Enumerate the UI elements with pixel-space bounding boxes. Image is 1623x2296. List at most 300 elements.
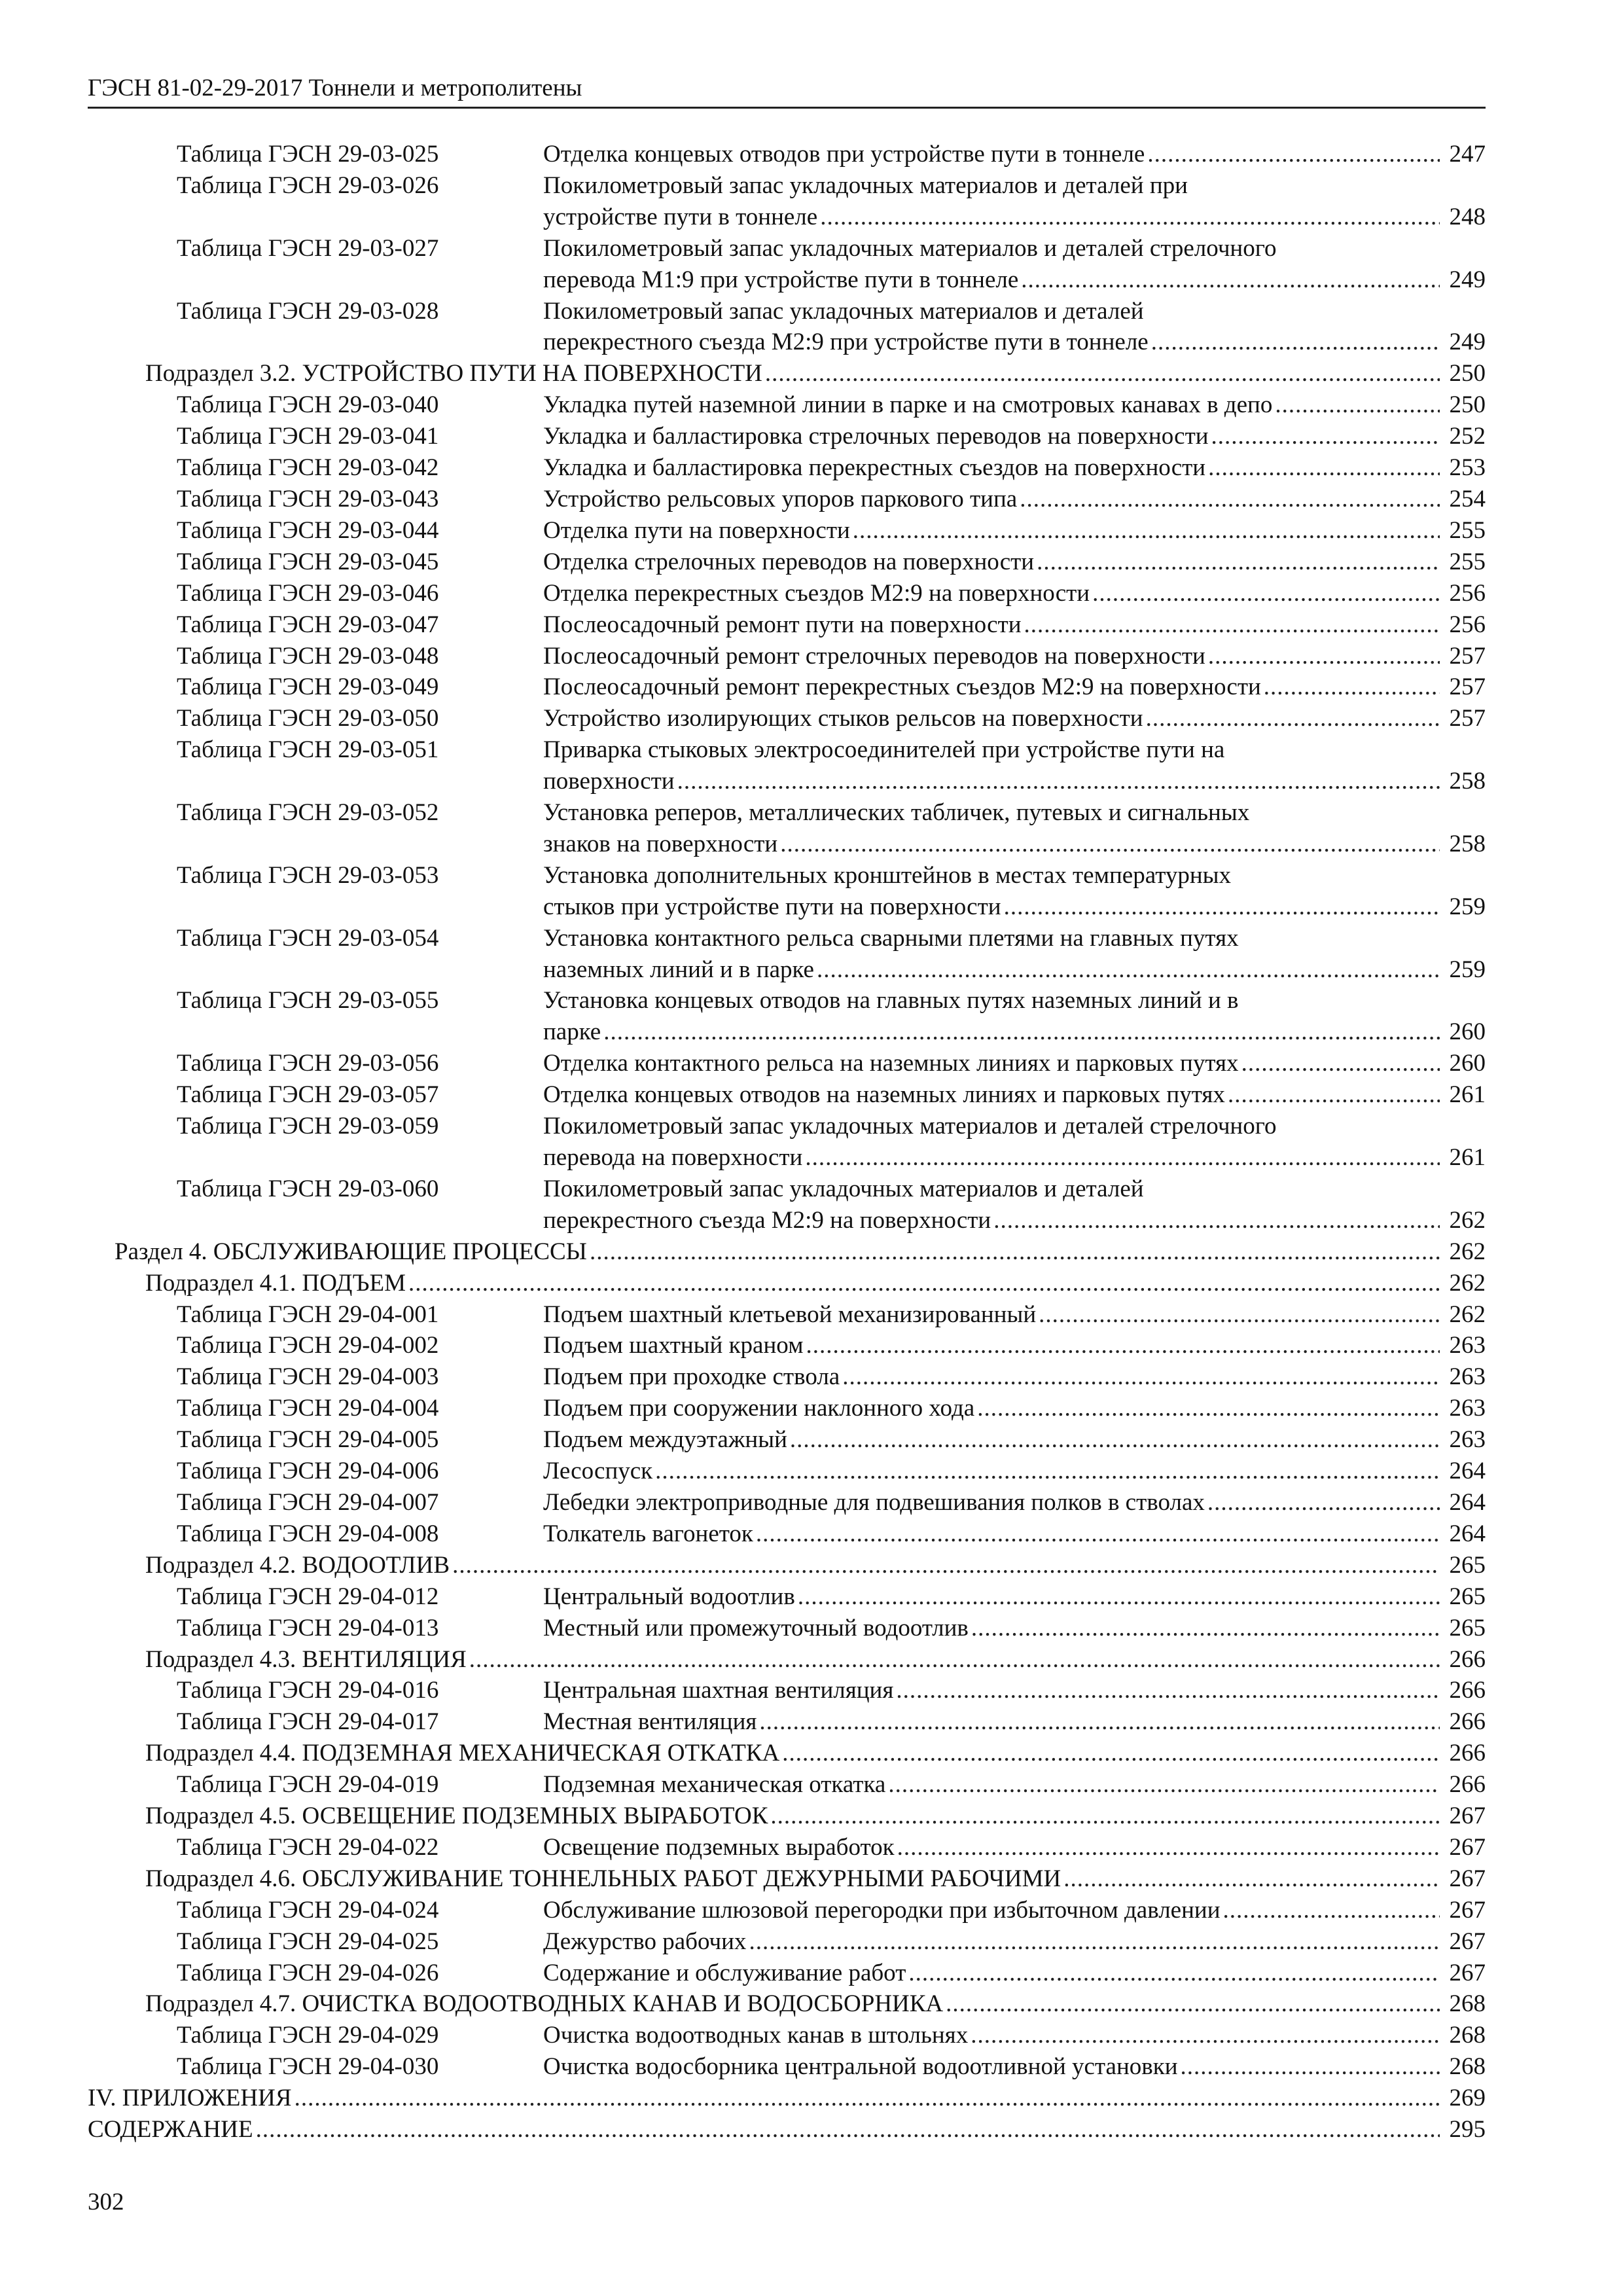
- toc-entry-page: 267: [1449, 1833, 1486, 1861]
- toc-entry-code: Таблица ГЭСН 29-03-052: [177, 799, 439, 827]
- dot-leader: [408, 1268, 1440, 1299]
- dot-leader: [1275, 389, 1440, 421]
- toc-entry-code: Таблица ГЭСН 29-04-024: [177, 1896, 439, 1924]
- toc-entry-title: [543, 985, 1486, 1048]
- toc-entry-title: [543, 139, 1486, 170]
- toc-entry-page: 255: [1449, 516, 1486, 544]
- toc-entry[interactable]: [88, 1361, 1486, 1393]
- toc-entry[interactable]: [88, 641, 1486, 672]
- toc-entry-page: 255: [1449, 548, 1486, 575]
- toc-entry-title: [543, 233, 1486, 296]
- toc-entry[interactable]: [88, 1832, 1486, 1863]
- toc-entry-title: [543, 1832, 1486, 1863]
- toc-entry-code: Таблица ГЭСН 29-03-025: [177, 141, 439, 168]
- toc-entry-code: Таблица ГЭСН 29-03-055: [177, 987, 439, 1014]
- toc-entry[interactable]: [88, 1801, 1486, 1832]
- toc-entry-code: Таблица ГЭСН 29-04-013: [177, 1614, 439, 1641]
- toc-entry-code: Таблица ГЭСН 29-03-054: [177, 924, 439, 952]
- toc-entry[interactable]: [88, 1675, 1486, 1706]
- toc-entry-code: Таблица ГЭСН 29-03-060: [177, 1175, 439, 1202]
- toc-entry-code: Таблица ГЭСН 29-03-045: [177, 548, 439, 575]
- toc-entry-title-line: Раздел 4. ОБСЛУЖИВАЮЩИЕ ПРОЦЕССЫ: [115, 1238, 587, 1265]
- toc-entry-title: [145, 1801, 1486, 1832]
- toc-entry-title-line: СОДЕРЖАНИЕ: [88, 2116, 253, 2144]
- toc-entry-page: 262: [1449, 1300, 1486, 1328]
- toc-entry-page: 259: [1449, 893, 1486, 920]
- toc-entry-page: 265: [1449, 1583, 1486, 1610]
- toc-entry-title: [88, 2083, 1486, 2114]
- toc-entry-page: 268: [1449, 2022, 1486, 2049]
- toc-entry-title-line: устройстве пути в тоннеле: [543, 203, 818, 230]
- toc-entry-page: 249: [1449, 329, 1486, 356]
- toc-entry-title: [543, 860, 1486, 923]
- toc-entry-title: [543, 1706, 1486, 1738]
- toc-entry[interactable]: [88, 515, 1486, 547]
- toc-entry-page: 266: [1449, 1771, 1486, 1799]
- toc-entry-code: Таблица ГЭСН 29-03-042: [177, 454, 439, 482]
- toc-entry-title-line: Отделка контактного рельса на наземных линиях и парковых путях: [543, 1050, 1239, 1077]
- toc-entry[interactable]: [88, 421, 1486, 452]
- toc-entry-title: [145, 1863, 1486, 1895]
- toc-entry[interactable]: [88, 1268, 1486, 1299]
- toc-entry-title-line: перевода на поверхности: [543, 1144, 803, 1171]
- toc-entry-title-line: Установка контактного рельса сварными плетями на главных путях: [543, 924, 1239, 952]
- toc-entry-page: 257: [1449, 673, 1486, 701]
- toc-entry-title-line: Устройство рельсовых упоров паркового типа: [543, 485, 1018, 512]
- toc-entry-title-line: Подъем шахтный краном: [543, 1332, 804, 1359]
- toc-entry[interactable]: [88, 389, 1486, 421]
- dot-leader: [820, 202, 1440, 233]
- toc-entry[interactable]: [88, 170, 1486, 233]
- toc-entry-title-line: Подраздел 4.2. ВОДООТЛИВ: [145, 1551, 450, 1579]
- toc-entry[interactable]: [88, 797, 1486, 860]
- toc-entry-title-line: перекрестного съезда М2:9 на поверхности: [543, 1206, 991, 1234]
- dot-leader: [1024, 609, 1440, 641]
- dot-leader: [1208, 641, 1440, 672]
- toc-entry-title-line: Устройство изолирующих стыков рельсов на поверхности: [543, 705, 1143, 732]
- toc-entry-page: 263: [1449, 1363, 1486, 1391]
- toc-entry-page: 266: [1449, 1645, 1486, 1673]
- toc-entry-code: Таблица ГЭСН 29-03-040: [177, 391, 439, 419]
- toc-entry-title-line: Освещение подземных выработок: [543, 1833, 895, 1861]
- dot-leader: [1020, 484, 1440, 515]
- dot-leader: [853, 515, 1440, 547]
- toc-entry-page: 257: [1449, 705, 1486, 732]
- toc-entry-code: Таблица ГЭСН 29-04-016: [177, 1677, 439, 1704]
- toc-entry-title: [543, 421, 1486, 452]
- page-number: 302: [88, 2189, 124, 2215]
- toc-entry-code: Таблица ГЭСН 29-03-044: [177, 516, 439, 544]
- dot-leader: [790, 1424, 1440, 1456]
- toc-entry[interactable]: [88, 1518, 1486, 1550]
- dot-leader: [452, 1550, 1440, 1581]
- toc-entry-title-line: Укладка путей наземной линии в парке и на смотровых канавах в депо: [543, 391, 1273, 419]
- dot-leader: [1208, 452, 1440, 484]
- toc-entry-code: Таблица ГЭСН 29-04-002: [177, 1332, 439, 1359]
- toc-entry-title: [543, 1613, 1486, 1644]
- toc-entry-title: [145, 1268, 1486, 1299]
- dot-leader: [806, 1330, 1440, 1361]
- toc-entry[interactable]: [88, 2114, 1486, 2145]
- toc-entry-page: 268: [1449, 2053, 1486, 2081]
- toc-entry-title-line: Отделка стрелочных переводов на поверхности: [543, 548, 1035, 575]
- toc-entry-page: 259: [1449, 956, 1486, 983]
- toc-entry-code: Таблица ГЭСН 29-03-047: [177, 611, 439, 638]
- toc-entry-title-line: Дежурство рабочих: [543, 1928, 747, 1955]
- toc-entry-code: Таблица ГЭСН 29-04-005: [177, 1426, 439, 1454]
- toc-entry[interactable]: [88, 296, 1486, 359]
- toc-entry-title-line: Отделка пути на поверхности: [543, 516, 850, 544]
- toc-entry-page: 266: [1449, 1708, 1486, 1736]
- dot-leader: [908, 1958, 1440, 1989]
- toc-entry-page: 263: [1449, 1395, 1486, 1422]
- toc-entry-page: 257: [1449, 642, 1486, 670]
- toc-entry-title-line: Толкатель вагонеток: [543, 1520, 753, 1547]
- toc-entry-title: [543, 1926, 1486, 1958]
- toc-entry[interactable]: [88, 1424, 1486, 1456]
- toc-entry-title: [543, 170, 1486, 233]
- toc-entry-title-line: Местная вентиляция: [543, 1708, 757, 1736]
- table-of-contents: [88, 139, 1486, 2145]
- dot-leader: [1092, 578, 1440, 609]
- toc-entry-title-line: поверхности: [543, 768, 675, 795]
- toc-entry-title: [543, 703, 1486, 734]
- toc-entry-title-line: наземных линий и в парке: [543, 956, 814, 983]
- dot-leader: [469, 1644, 1440, 1676]
- toc-entry-code: Таблица ГЭСН 29-04-017: [177, 1708, 439, 1736]
- toc-entry-page: 266: [1449, 1677, 1486, 1704]
- toc-entry-title: [543, 1393, 1486, 1424]
- toc-entry-title: [543, 296, 1486, 359]
- toc-entry-title-line: Установка концевых отводов на главных путях наземных линий и в: [543, 987, 1239, 1014]
- toc-entry-title-line: Установка дополнительных кронштейнов в местах температурных: [543, 861, 1232, 889]
- toc-entry-title: [543, 797, 1486, 860]
- toc-entry-title: [543, 578, 1486, 609]
- toc-entry-page: 260: [1449, 1050, 1486, 1077]
- toc-entry-title: [145, 1988, 1486, 2020]
- toc-entry[interactable]: [88, 1456, 1486, 1487]
- toc-entry-code: Таблица ГЭСН 29-03-027: [177, 234, 439, 262]
- toc-entry-code: Таблица ГЭСН 29-04-029: [177, 2022, 439, 2049]
- toc-entry-page: 262: [1449, 1269, 1486, 1297]
- dot-leader: [842, 1361, 1440, 1393]
- toc-entry-page: 261: [1449, 1081, 1486, 1109]
- toc-entry-title: [543, 1518, 1486, 1550]
- toc-entry[interactable]: [88, 1958, 1486, 1989]
- toc-entry[interactable]: [88, 2083, 1486, 2114]
- toc-entry-code: Таблица ГЭСН 29-04-012: [177, 1583, 439, 1610]
- toc-entry-page: 249: [1449, 266, 1486, 293]
- toc-entry-code: Таблица ГЭСН 29-03-048: [177, 642, 439, 670]
- toc-entry-title-line: Послеосадочный ремонт перекрестных съездов М2:9 на поверхности: [543, 673, 1261, 701]
- toc-entry-title-line: Подраздел 4.1. ПОДЪЕМ: [145, 1269, 406, 1297]
- toc-entry-title: [543, 923, 1486, 986]
- toc-entry[interactable]: [88, 1644, 1486, 1676]
- toc-entry-code: Таблица ГЭСН 29-03-053: [177, 861, 439, 889]
- toc-entry[interactable]: [88, 1299, 1486, 1331]
- toc-entry-page: 267: [1449, 1865, 1486, 1892]
- toc-entry-title-line: Укладка и балластировка перекрестных съездов на поверхности: [543, 454, 1206, 482]
- toc-entry-code: Таблица ГЭСН 29-03-057: [177, 1081, 439, 1109]
- toc-entry-page: 250: [1449, 391, 1486, 419]
- toc-entry-title-line: Отделка перекрестных съездов М2:9 на поверхности: [543, 579, 1090, 607]
- toc-entry-title-line: Лесоспуск: [543, 1458, 653, 1485]
- toc-entry-title: [543, 389, 1486, 421]
- toc-entry-title-line: Приварка стыковых электросоединителей при устройстве пути на: [543, 736, 1225, 764]
- toc-entry-title-line: IV. ПРИЛОЖЕНИЯ: [88, 2085, 292, 2112]
- toc-entry[interactable]: [88, 452, 1486, 484]
- toc-entry[interactable]: [88, 1550, 1486, 1581]
- dot-leader: [946, 1988, 1440, 2020]
- toc-entry-code: Таблица ГЭСН 29-03-046: [177, 579, 439, 607]
- toc-entry-page: 265: [1449, 1614, 1486, 1641]
- toc-entry[interactable]: [88, 1048, 1486, 1079]
- toc-entry[interactable]: [88, 985, 1486, 1048]
- toc-entry-page: 263: [1449, 1332, 1486, 1359]
- toc-entry-title: [543, 1769, 1486, 1801]
- toc-entry-page: 267: [1449, 1896, 1486, 1924]
- dot-leader: [971, 2020, 1440, 2051]
- dot-leader: [1181, 2051, 1440, 2083]
- toc-entry[interactable]: [88, 1487, 1486, 1518]
- toc-entry-title-line: Покилометровый запас укладочных материалов и деталей стрелочного: [543, 234, 1277, 262]
- dot-leader: [759, 1706, 1440, 1738]
- toc-entry-title: [543, 1361, 1486, 1393]
- dot-leader: [756, 1518, 1440, 1550]
- toc-entry[interactable]: [88, 1706, 1486, 1738]
- toc-entry-page: 267: [1449, 1928, 1486, 1955]
- toc-entry-code: Таблица ГЭСН 29-04-003: [177, 1363, 439, 1391]
- dot-leader: [1241, 1048, 1440, 1079]
- toc-entry-title-line: Послеосадочный ремонт стрелочных переводов на поверхности: [543, 642, 1205, 670]
- dot-leader: [896, 1675, 1440, 1706]
- toc-entry-page: 256: [1449, 611, 1486, 638]
- toc-entry-page: 264: [1449, 1488, 1486, 1516]
- toc-entry-title: [543, 1456, 1486, 1487]
- dot-leader: [1146, 703, 1440, 734]
- toc-entry[interactable]: [88, 1613, 1486, 1644]
- toc-entry-page: 263: [1449, 1426, 1486, 1454]
- dot-leader: [655, 1456, 1440, 1487]
- toc-entry-title: [543, 515, 1486, 547]
- toc-entry[interactable]: [88, 1174, 1486, 1236]
- toc-entry-title: [145, 1644, 1486, 1676]
- toc-entry[interactable]: [88, 233, 1486, 296]
- toc-entry-title: [543, 641, 1486, 672]
- toc-entry[interactable]: [88, 578, 1486, 609]
- toc-entry-page: 252: [1449, 423, 1486, 450]
- dot-leader: [817, 954, 1440, 986]
- toc-entry-title-line: Лебедки электроприводные для подвешивания полков в стволах: [543, 1488, 1205, 1516]
- dot-leader: [590, 1236, 1440, 1268]
- toc-entry-title-line: Подъем при проходке ствола: [543, 1363, 840, 1391]
- toc-entry-page: 264: [1449, 1458, 1486, 1485]
- toc-entry[interactable]: [88, 703, 1486, 734]
- toc-entry[interactable]: [88, 1079, 1486, 1111]
- toc-entry-title: [543, 1675, 1486, 1706]
- toc-entry-page: 262: [1449, 1238, 1486, 1265]
- toc-entry-title-line: Отделка концевых отводов при устройстве пути в тоннеле: [543, 141, 1145, 168]
- toc-entry-page: 254: [1449, 485, 1486, 512]
- toc-entry-title-line: Покилометровый запас укладочных материалов и деталей при: [543, 171, 1188, 199]
- toc-entry[interactable]: [88, 672, 1486, 703]
- dot-leader: [805, 1142, 1440, 1174]
- toc-entry-code: Таблица ГЭСН 29-03-051: [177, 736, 439, 764]
- toc-entry-title: [543, 2051, 1486, 2083]
- toc-entry[interactable]: [88, 1236, 1486, 1268]
- toc-entry-title: [543, 1330, 1486, 1361]
- dot-leader: [749, 1926, 1440, 1958]
- toc-entry[interactable]: [88, 1393, 1486, 1424]
- dot-leader: [1147, 139, 1440, 170]
- toc-entry[interactable]: [88, 547, 1486, 578]
- running-header: ГЭСН 81-02-29-2017 Тоннели и метрополитены: [88, 75, 582, 101]
- toc-entry-title-line: Укладка и балластировка стрелочных переводов на поверхности: [543, 423, 1209, 450]
- toc-entry-title-line: Установка реперов, металлических табличек, путевых и сигнальных: [543, 799, 1250, 827]
- dot-leader: [798, 1581, 1440, 1613]
- toc-entry[interactable]: [88, 923, 1486, 986]
- dot-leader: [977, 1393, 1440, 1424]
- toc-entry-title: [543, 1424, 1486, 1456]
- dot-leader: [1039, 1299, 1440, 1331]
- toc-entry-title: [543, 1958, 1486, 1989]
- dot-leader: [1228, 1079, 1440, 1111]
- toc-entry-title: [543, 1581, 1486, 1613]
- toc-entry-title-line: Подъем шахтный клетьевой механизированный: [543, 1300, 1037, 1328]
- toc-entry-page: 264: [1449, 1520, 1486, 1547]
- toc-entry-title-line: Подраздел 4.6. ОБСЛУЖИВАНИЕ ТОННЕЛЬНЫХ РАБОТ ДЕЖУРНЫМИ РАБОЧИМИ: [145, 1865, 1061, 1892]
- toc-entry-code: Таблица ГЭСН 29-04-008: [177, 1520, 439, 1547]
- dot-leader: [1211, 421, 1440, 452]
- toc-entry-page: 267: [1449, 1959, 1486, 1986]
- toc-entry[interactable]: [88, 734, 1486, 797]
- toc-entry[interactable]: [88, 1863, 1486, 1895]
- toc-entry[interactable]: [88, 860, 1486, 923]
- toc-entry-title-line: Центральная шахтная вентиляция: [543, 1677, 894, 1704]
- toc-entry-code: Таблица ГЭСН 29-04-026: [177, 1959, 439, 1986]
- toc-entry[interactable]: [88, 1738, 1486, 1769]
- toc-entry[interactable]: [88, 1926, 1486, 1958]
- dot-leader: [256, 2114, 1440, 2145]
- dot-leader: [971, 1613, 1440, 1644]
- toc-entry-title-line: Подраздел 4.5. ОСВЕЩЕНИЕ ПОДЗЕМНЫХ ВЫРАБОТОК: [145, 1803, 768, 1830]
- toc-entry[interactable]: [88, 1581, 1486, 1613]
- toc-entry-title-line: Покилометровый запас укладочных материалов и деталей: [543, 1175, 1144, 1202]
- dot-leader: [1264, 672, 1440, 703]
- toc-entry[interactable]: [88, 1111, 1486, 1174]
- toc-entry-title-line: Подземная механическая откатка: [543, 1771, 886, 1799]
- toc-entry-title-line: Покилометровый запас укладочных материалов и деталей стрелочного: [543, 1113, 1277, 1140]
- toc-entry-title: [543, 1079, 1486, 1111]
- toc-entry-code: Таблица ГЭСН 29-03-049: [177, 673, 439, 701]
- dot-leader: [1037, 547, 1440, 578]
- dot-leader: [1063, 1863, 1440, 1895]
- toc-entry[interactable]: [88, 2051, 1486, 2083]
- toc-entry-title: [115, 1236, 1486, 1268]
- toc-entry-title-line: Подъем междуэтажный: [543, 1426, 787, 1454]
- toc-entry-title: [543, 2020, 1486, 2051]
- toc-entry-page: 269: [1449, 2085, 1486, 2112]
- toc-entry-code: Таблица ГЭСН 29-03-028: [177, 297, 439, 325]
- dot-leader: [1223, 1895, 1440, 1926]
- toc-entry-page: 247: [1449, 141, 1486, 168]
- dot-leader: [765, 358, 1440, 389]
- toc-entry-title: [543, 1487, 1486, 1518]
- toc-entry-code: Таблица ГЭСН 29-04-001: [177, 1300, 439, 1328]
- toc-entry[interactable]: [88, 484, 1486, 515]
- toc-entry-code: Таблица ГЭСН 29-03-026: [177, 171, 439, 199]
- toc-entry-title: [543, 547, 1486, 578]
- dot-leader: [603, 1016, 1440, 1048]
- dot-leader: [897, 1832, 1440, 1863]
- toc-entry[interactable]: [88, 1330, 1486, 1361]
- toc-entry-code: Таблица ГЭСН 29-03-056: [177, 1050, 439, 1077]
- dot-leader: [1004, 891, 1440, 923]
- toc-entry-page: 253: [1449, 454, 1486, 482]
- toc-entry-title-line: Подраздел 4.7. ОЧИСТКА ВОДООТВОДНЫХ КАНАВ И ВОДОСБОРНИКА: [145, 1990, 944, 2018]
- toc-entry[interactable]: [88, 358, 1486, 389]
- toc-entry-title: [543, 1174, 1486, 1236]
- toc-entry-title-line: Содержание и обслуживание работ: [543, 1959, 906, 1986]
- dot-leader: [993, 1205, 1440, 1236]
- toc-entry-code: Таблица ГЭСН 29-04-007: [177, 1488, 439, 1516]
- toc-entry[interactable]: [88, 139, 1486, 170]
- toc-entry-title-line: перевода М1:9 при устройстве пути в тоннеле: [543, 266, 1019, 293]
- toc-entry-code: Таблица ГЭСН 29-04-030: [177, 2053, 439, 2081]
- toc-entry-title-line: Покилометровый запас укладочных материалов и деталей: [543, 297, 1144, 325]
- toc-entry-code: Таблица ГЭСН 29-04-006: [177, 1458, 439, 1485]
- toc-entry-title-line: Центральный водоотлив: [543, 1583, 795, 1610]
- toc-entry-page: 258: [1449, 768, 1486, 795]
- toc-entry-code: Таблица ГЭСН 29-03-041: [177, 423, 439, 450]
- toc-entry-title: [543, 1048, 1486, 1079]
- toc-entry-page: 250: [1449, 360, 1486, 387]
- toc-entry[interactable]: [88, 2020, 1486, 2051]
- toc-entry-title: [543, 1895, 1486, 1926]
- toc-entry-title: [543, 1111, 1486, 1174]
- dot-leader: [770, 1801, 1440, 1832]
- toc-entry-title: [543, 734, 1486, 797]
- toc-entry-title-line: Послеосадочный ремонт пути на поверхности: [543, 611, 1022, 638]
- toc-entry[interactable]: [88, 1895, 1486, 1926]
- toc-entry-page: 260: [1449, 1018, 1486, 1046]
- toc-entry[interactable]: [88, 1769, 1486, 1801]
- toc-entry-code: Таблица ГЭСН 29-04-025: [177, 1928, 439, 1955]
- toc-entry-code: Таблица ГЭСН 29-03-059: [177, 1113, 439, 1140]
- toc-entry-page: 267: [1449, 1803, 1486, 1830]
- toc-entry-title: [543, 609, 1486, 641]
- toc-entry-title: [145, 1738, 1486, 1769]
- toc-entry-title: [145, 358, 1486, 389]
- toc-entry-title: [88, 2114, 1486, 2145]
- toc-entry-title-line: парке: [543, 1018, 601, 1046]
- toc-entry-code: Таблица ГЭСН 29-03-050: [177, 705, 439, 732]
- toc-entry-title-line: Очистка водоотводных канав в штольнях: [543, 2022, 969, 2049]
- toc-entry-code: Таблица ГЭСН 29-04-019: [177, 1771, 439, 1799]
- toc-entry-title-line: Отделка концевых отводов на наземных линиях и парковых путях: [543, 1081, 1225, 1109]
- toc-entry-title-line: Обслуживание шлюзовой перегородки при избыточном давлении: [543, 1896, 1221, 1924]
- dot-leader: [888, 1769, 1440, 1801]
- toc-entry-code: Таблица ГЭСН 29-04-022: [177, 1833, 439, 1861]
- dot-leader: [780, 829, 1440, 860]
- dot-leader: [1151, 327, 1440, 358]
- toc-entry-title: [543, 1299, 1486, 1331]
- toc-entry[interactable]: [88, 1988, 1486, 2020]
- toc-entry[interactable]: [88, 609, 1486, 641]
- toc-entry-page: 295: [1449, 2116, 1486, 2144]
- toc-entry-code: Таблица ГЭСН 29-03-043: [177, 485, 439, 512]
- toc-entry-page: 266: [1449, 1740, 1486, 1767]
